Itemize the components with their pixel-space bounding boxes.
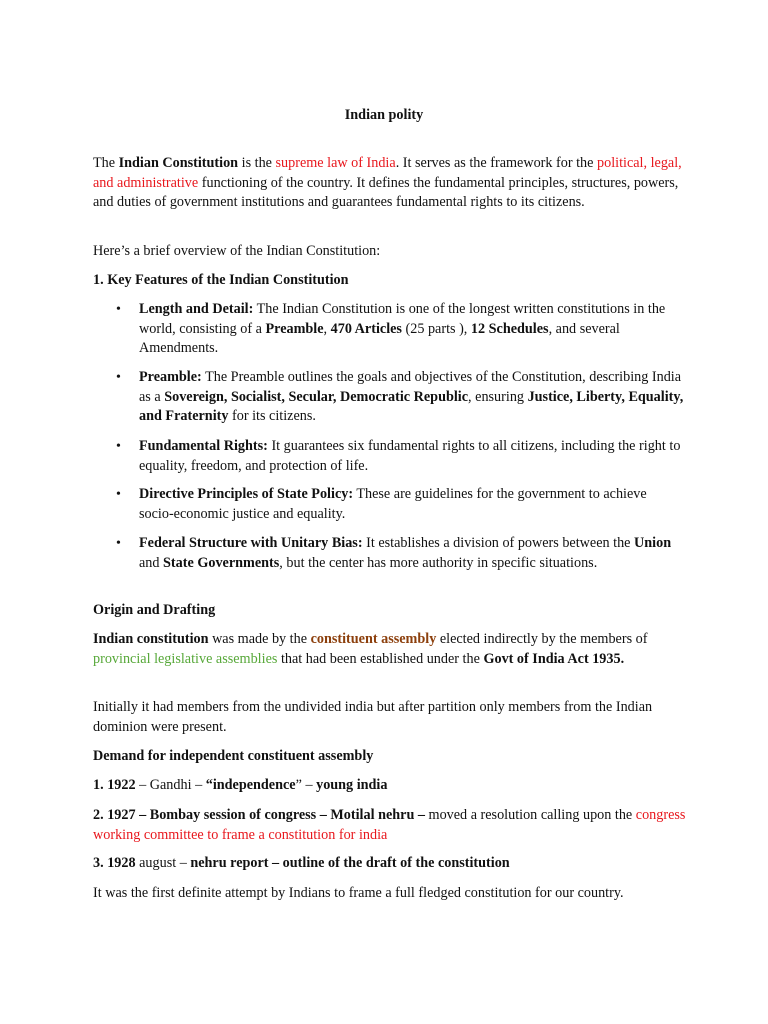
bullet-icon: • (116, 439, 121, 454)
feature-federal-state: State Governments (163, 554, 280, 571)
origin-bold-constitution: Indian constitution (93, 631, 209, 647)
item1-young-india: young india (316, 777, 388, 793)
origin-constituent-assembly: constituent assembly (310, 631, 437, 647)
item2-red-committee: congress working committee to frame a constitution for india (93, 807, 686, 843)
feature-federal-label: Federal Structure with Unitary Bias: (139, 535, 363, 551)
item3-year: 3. 1928 (93, 855, 136, 871)
feature-length-text-3: (25 parts ), (401, 320, 471, 337)
feature-length-text-2: , (323, 320, 331, 337)
item1-text-2: ” – (295, 777, 317, 793)
demand-item-2 (93, 806, 688, 845)
intro-red-political: political, legal, and administrative (93, 155, 682, 191)
feature-length-preamble: Preamble (265, 320, 324, 337)
feature-preamble-text-1: The Preamble outlines the goals and objectives of the Constitution, describing India as a (139, 369, 682, 405)
demand-item-1 (93, 776, 688, 796)
item3-nehru-report: nehru report – outline of the draft of the constitution (190, 855, 510, 871)
demand-item-3 (93, 854, 688, 874)
feature-length-label: Length and Detail: (139, 301, 254, 317)
feature-directive-label: Directive Principles of State Policy: (139, 486, 354, 502)
feature-length (139, 300, 684, 359)
section1-heading: 1. Key Features of the Indian Constitution (93, 272, 349, 288)
overview-paragraph: Here’s a brief overview of the Indian Constitution: (93, 243, 381, 259)
feature-preamble-sovereign: Sovereign, Socialist, Secular, Democratic Republic (164, 388, 469, 405)
origin-paragraph (93, 630, 693, 669)
intro-paragraph (93, 154, 688, 213)
feature-preamble-justice: Justice, Liberty, Equality, and Fraternity (139, 388, 684, 424)
origin-text-3: that had been established under the (277, 650, 484, 667)
feature-length-text-1: The Indian Constitution is one of the longest written constitutions in the world, consisting of a (139, 301, 666, 337)
feature-federal-text-3: , but the center has more authority in specific situations. (279, 554, 598, 571)
feature-length-schedules: 12 Schedules (470, 320, 549, 337)
item1-independence: “independence (205, 777, 296, 793)
feature-directive-text: These are guidelines for the government to achieve socio-economic justice and equality. (139, 486, 647, 522)
feature-federal (139, 534, 684, 573)
feature-federal-union: Union (634, 535, 672, 551)
item1-text-1: – Gandhi – (135, 777, 206, 793)
intro-text-3: . It serves as the framework for the (395, 155, 597, 171)
item3-text: august – (135, 855, 191, 871)
initially-paragraph: Initially it had members from the undivided india but after partition only members from the Indian dominion were present. (93, 699, 653, 735)
feature-federal-text-2: and (139, 554, 164, 571)
intro-text-4: functioning of the country. It defines the fundamental principles, structures, powers, and duties of government institutions and guarantees fundamental rights to its citizens. (93, 174, 679, 210)
item2-text: moved a resolution calling upon the (424, 807, 636, 823)
page-title: Indian polity (344, 107, 424, 123)
feature-length-text-4: , and several Amendments. (139, 320, 620, 356)
origin-text-1: was made by the (208, 631, 311, 647)
feature-preamble-label: Preamble: (139, 369, 202, 385)
feature-rights-text: It guarantees six fundamental rights to all citizens, including the right to equality, freedom, and protection of life. (139, 438, 681, 474)
item1-year: 1. 1922 (93, 777, 136, 793)
intro-text-2: is the (238, 155, 276, 171)
intro-red-supreme-law: supreme law of India (275, 155, 396, 171)
bullet-icon: • (116, 536, 121, 551)
feature-preamble (139, 368, 684, 427)
feature-preamble-text-3: for its citizens. (228, 408, 316, 424)
bullet-icon: • (116, 487, 121, 502)
feature-rights (139, 437, 684, 476)
intro-bold-constitution: Indian Constitution (118, 155, 239, 171)
feature-directive (139, 485, 684, 524)
intro-text-1: The (93, 155, 119, 171)
feature-preamble-text-2: , ensuring (468, 388, 528, 405)
feature-length-articles: 470 Articles (330, 320, 402, 337)
bullet-icon: • (116, 370, 121, 385)
origin-text-2: elected indirectly by the members of (436, 631, 648, 647)
bullet-icon: • (116, 302, 121, 317)
feature-federal-text-1: It establishes a division of powers between the (362, 535, 635, 551)
origin-govt-act: Govt of India Act 1935. (483, 650, 625, 667)
origin-provincial-assemblies: provincial legislative assemblies (93, 650, 278, 667)
item2-heading: 2. 1927 – Bombay session of congress – Motilal nehru – (93, 807, 425, 823)
demand-heading: Demand for independent constituent assembly (93, 748, 374, 764)
closing-paragraph: It was the first definite attempt by Indians to frame a full fledged constitution for our country. (93, 885, 624, 901)
origin-heading: Origin and Drafting (93, 602, 216, 618)
feature-rights-label: Fundamental Rights: (139, 438, 268, 454)
